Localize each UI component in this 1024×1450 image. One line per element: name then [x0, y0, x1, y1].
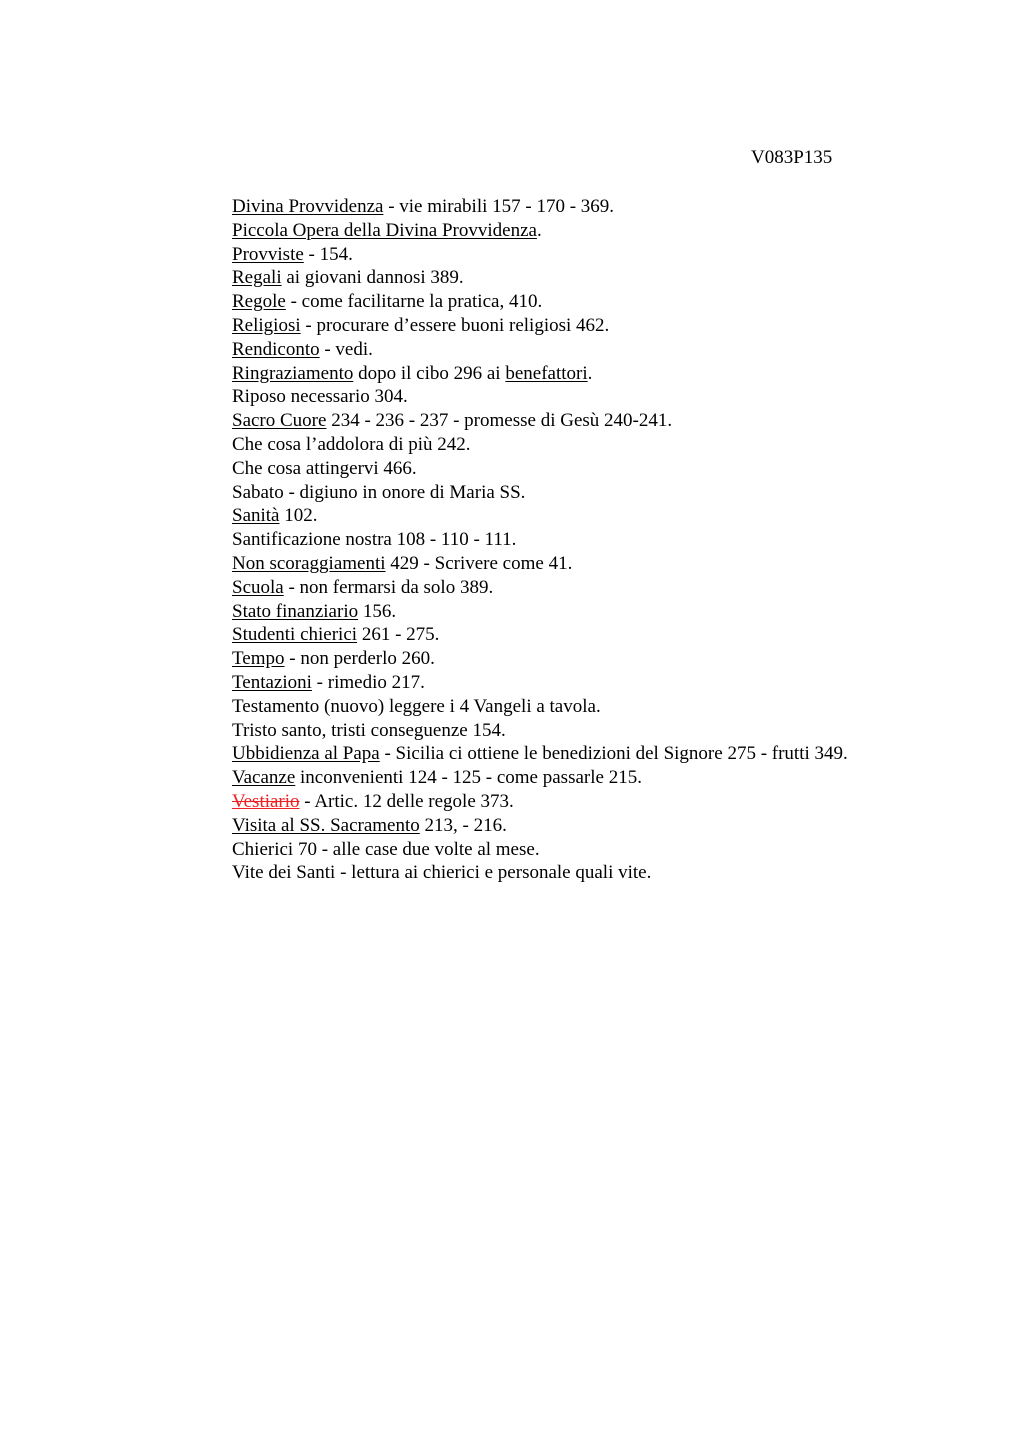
- entry-text: 156.: [358, 600, 397, 622]
- index-entry: [232, 552, 992, 576]
- entry-text: Vite dei Santi - lettura ai chierici e personale quali vite.: [232, 862, 652, 884]
- index-entry: [232, 719, 992, 743]
- index-entry: [232, 243, 992, 267]
- index-entry: [232, 838, 992, 862]
- index-entry: [232, 409, 992, 433]
- index-entry: [232, 600, 992, 624]
- index-entry: [232, 219, 992, 243]
- underlined-term: Tempo: [232, 648, 285, 670]
- page-identifier: V083P135: [751, 147, 833, 168]
- entry-text: Sabato - digiuno in onore di Maria SS.: [232, 481, 526, 503]
- index-entry: [232, 814, 992, 838]
- entry-text: Santificazione nostra 108 - 110 - 111.: [232, 529, 517, 551]
- index-entry: [232, 695, 992, 719]
- entry-text: Testamento (nuovo) leggere i 4 Vangeli a tavola.: [232, 695, 601, 717]
- entry-text: Che cosa l’addolora di più 242.: [232, 433, 471, 455]
- struck-term: Vestiario: [232, 790, 300, 812]
- index-entry: [232, 290, 992, 314]
- entry-text: Riposo necessario 304.: [232, 386, 408, 408]
- entry-text: 234 - 236 - 237 - promesse di Gesù 240-241.: [326, 410, 673, 432]
- underlined-term: Tentazioni: [232, 671, 312, 693]
- index-entry: [232, 647, 992, 671]
- underlined-term: Regali: [232, 267, 282, 289]
- entry-text: .: [536, 219, 542, 241]
- underlined-term: Ubbidienza al Papa: [232, 743, 380, 765]
- underlined-term: Vacanze: [232, 767, 296, 789]
- index-entry: [232, 362, 992, 386]
- index-entry: [232, 576, 992, 600]
- index-entry: [232, 457, 992, 481]
- underlined-term: Ringraziamento: [232, 362, 354, 384]
- index-entry: [232, 481, 992, 505]
- entry-text: 261 - 275.: [357, 624, 440, 646]
- index-entry: [232, 671, 992, 695]
- entry-text: - vie mirabili 157 - 170 - 369.: [383, 196, 615, 217]
- underlined-term: Visita al SS. Sacramento: [232, 814, 420, 836]
- entry-text: Tristo santo, tristi conseguenze 154.: [232, 719, 506, 741]
- entry-text: inconvenienti 124 - 125 - come passarle 215.: [295, 767, 642, 789]
- entry-text: ai giovani dannosi 389.: [281, 267, 464, 289]
- entry-text: - non fermarsi da solo 389.: [283, 576, 494, 598]
- index-entry: [232, 385, 992, 409]
- index-entry: [232, 528, 992, 552]
- index-entry: [232, 266, 992, 290]
- entry-text: - come facilitarne la pratica, 410.: [285, 291, 543, 313]
- entry-text: - Sicilia ci ottiene le benedizioni del Signore 275 - frutti 349.: [379, 743, 848, 765]
- index-entry: [232, 433, 992, 457]
- index-entry: [232, 623, 992, 647]
- index-entry: [232, 504, 992, 528]
- underlined-term: Sanità: [232, 505, 280, 527]
- underlined-term: Non scoraggiamenti: [232, 552, 386, 574]
- entry-text: - Artic. 12 delle regole 373.: [299, 790, 514, 812]
- index-entry: [232, 861, 992, 885]
- entry-text: Chierici 70 - alle case due volte al mese.: [232, 838, 540, 860]
- entry-text: - vedi.: [319, 338, 373, 360]
- entry-text: 429 - Scrivere come 41.: [385, 552, 573, 574]
- index-entry: [232, 195, 992, 219]
- underlined-term: Scuola: [232, 576, 284, 598]
- index-entry: [232, 314, 992, 338]
- underlined-term: Regole: [232, 291, 286, 313]
- underlined-term: benefattori: [505, 362, 588, 384]
- entry-text: - rimedio 217.: [311, 671, 425, 693]
- index-entry: [232, 790, 992, 814]
- entry-text: - non perderlo 260.: [284, 648, 435, 670]
- subject-index: [232, 195, 992, 885]
- index-entry: [232, 742, 992, 766]
- underlined-term: Rendiconto: [232, 338, 320, 360]
- entry-text: 102.: [279, 505, 318, 527]
- underlined-term: Religiosi: [232, 314, 301, 336]
- index-entry: [232, 338, 992, 362]
- underlined-term: Stato finanziario: [232, 600, 359, 622]
- entry-text: - procurare d’essere buoni religiosi 462.: [300, 314, 610, 336]
- underlined-term: Studenti chierici: [232, 624, 358, 646]
- underlined-term: Divina Provvidenza: [232, 196, 384, 217]
- entry-text: dopo il cibo 296 ai: [353, 362, 506, 384]
- entry-text: Che cosa attingervi 466.: [232, 457, 417, 479]
- entry-text: - 154.: [303, 243, 353, 265]
- underlined-term: Piccola Opera della Divina Provvidenza: [232, 219, 537, 241]
- entry-text: .: [587, 362, 593, 384]
- index-entry: [232, 766, 992, 790]
- underlined-term: Sacro Cuore: [232, 410, 327, 432]
- entry-text: 213, - 216.: [419, 814, 507, 836]
- underlined-term: Provviste: [232, 243, 304, 265]
